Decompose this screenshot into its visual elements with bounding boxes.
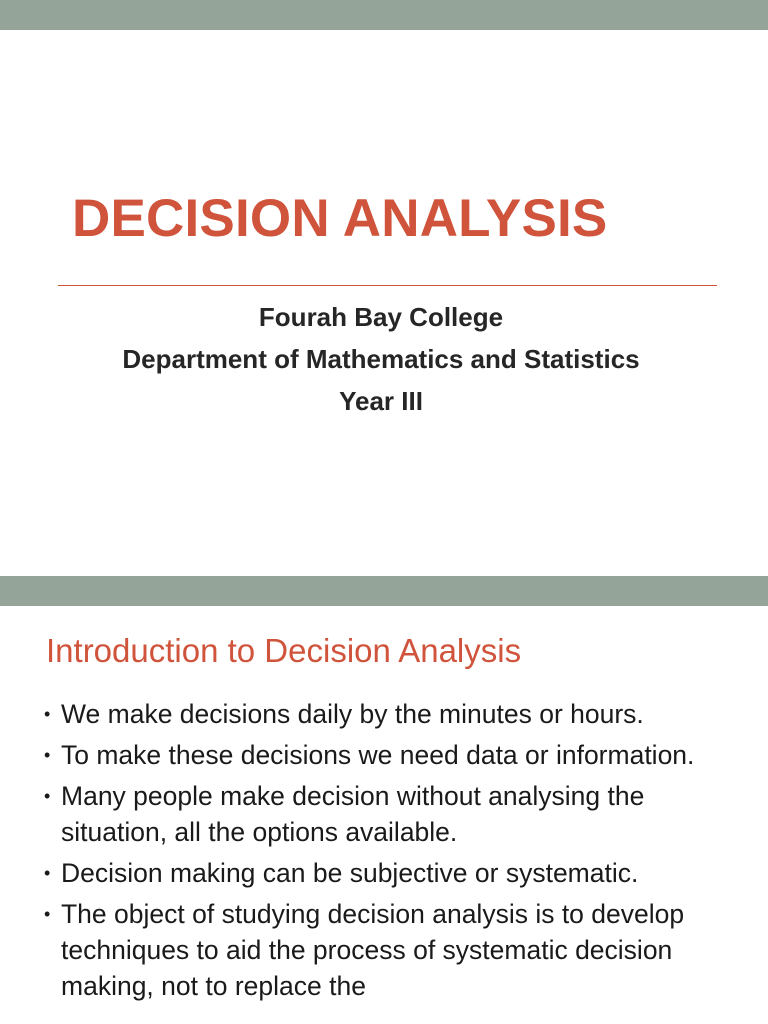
- bullet-icon: •: [44, 704, 51, 724]
- bullet-icon: •: [44, 904, 51, 924]
- bullet-text: The object of studying decision analysis is to develop techniques to aid the process of systematic decision making, not to replace the: [61, 899, 685, 1001]
- slide-header-bar: [0, 576, 768, 606]
- slide-subtitle: [0, 296, 762, 422]
- bullet-text: To make these decisions we need data or information.: [61, 740, 695, 770]
- subtitle-line-year: Year III: [339, 386, 423, 416]
- bullet-item: [44, 855, 744, 891]
- bullet-item: [44, 696, 744, 732]
- slide-header-bar: [0, 0, 768, 30]
- bullet-text: We make decisions daily by the minutes or hours.: [61, 699, 644, 729]
- bullet-text: Decision making can be subjective or systematic.: [61, 858, 639, 888]
- bullet-text: Many people make decision without analysing the situation, all the options available.: [61, 781, 645, 847]
- bullet-item: [44, 896, 744, 1004]
- subtitle-line-department: Department of Mathematics and Statistics: [122, 344, 640, 374]
- slide-title: DECISION ANALYSIS: [72, 189, 608, 248]
- subtitle-line-college: Fourah Bay College: [258, 302, 504, 332]
- slide-heading: Introduction to Decision Analysis: [46, 632, 522, 669]
- bullet-item: [44, 778, 744, 850]
- bullet-icon: •: [44, 745, 51, 765]
- content-slide: [0, 576, 768, 1024]
- bullet-icon: •: [44, 863, 51, 883]
- bullet-icon: •: [44, 786, 51, 806]
- bullet-item: [44, 737, 744, 773]
- title-divider: [58, 285, 717, 286]
- bullet-list: [44, 696, 744, 1009]
